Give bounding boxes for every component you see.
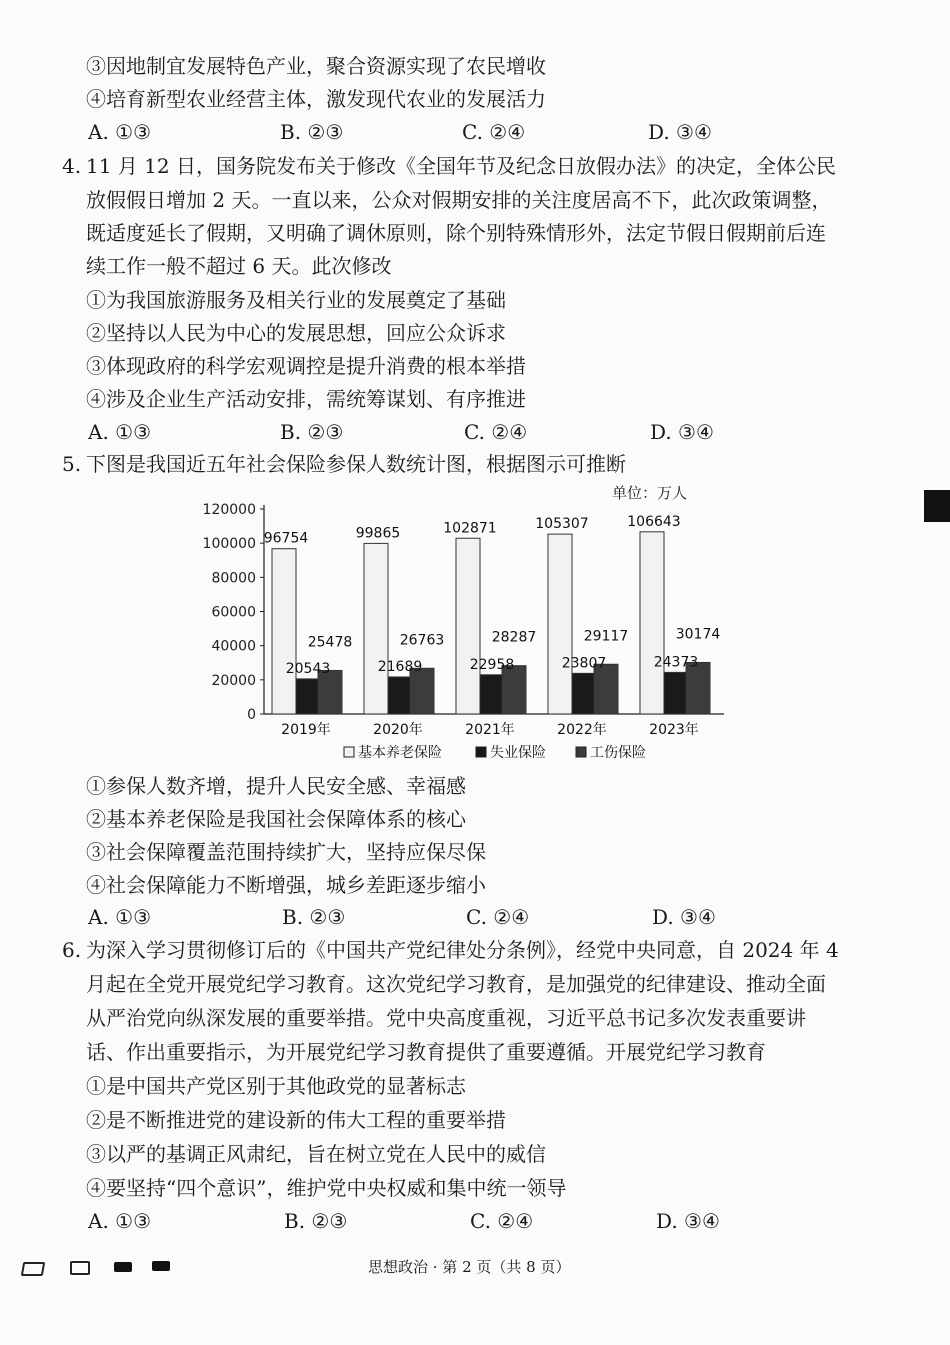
q6-stem-line-4: 话、作出重要指示，为开展党纪学习教育提供了重要遵循。开展党纪学习教育	[86, 1040, 766, 1064]
q4-statement-2: ②坚持以人民为中心的发展思想，回应公众诉求	[86, 321, 506, 345]
q5-number: 5.	[62, 452, 82, 476]
bar-1-4	[664, 672, 686, 714]
legend-swatch-0	[344, 747, 354, 757]
x-tick-label: 2021年	[465, 722, 515, 738]
scan-mark-outline-2	[70, 1261, 90, 1275]
y-tick-label: 40000	[211, 638, 256, 655]
q6-statement-1: ①是中国共产党区别于其他政党的显著标志	[86, 1074, 466, 1098]
legend-label-0: 基本养老保险	[358, 745, 442, 761]
q6-option-a: A. ①③	[88, 1209, 152, 1233]
q5-statement-3: ③社会保障覆盖范围持续扩大，坚持应保尽保	[86, 840, 486, 864]
q4-number: 4.	[62, 154, 82, 178]
q6-stem-line-3: 从严治党向纵深发展的重要举措。党中央高度重视，习近平总书记多次发表重要讲	[86, 1006, 806, 1030]
bar-0-1	[364, 543, 388, 714]
q5-statement-1: ①参保人数齐增，提升人民安全感、幸福感	[86, 774, 466, 798]
bar-1-3	[572, 673, 594, 714]
q6-number: 6.	[62, 938, 82, 962]
q4-stem-line-4: 续工作一般不超过 6 天。此次修改	[86, 254, 392, 278]
q4-statement-3: ③体现政府的科学宏观调控是提升消费的根本举措	[86, 354, 526, 378]
legend-swatch-2	[576, 747, 586, 757]
q5-option-d: D. ③④	[652, 905, 716, 929]
q3-option-a: A. ①③	[88, 120, 152, 144]
q3-option-c: C. ②④	[462, 120, 526, 144]
data-label-pension: 105307	[535, 516, 589, 533]
y-tick-label: 0	[247, 707, 256, 723]
q5-option-b: B. ②③	[282, 905, 346, 929]
bar-1-1	[388, 677, 410, 714]
data-label-pension: 96754	[263, 530, 309, 547]
legend-swatch-1	[476, 747, 486, 757]
data-label-injury: 25478	[307, 634, 353, 651]
x-tick-label: 2023年	[649, 722, 699, 738]
scan-mark-solid-2	[152, 1261, 170, 1271]
data-label-injury: 30174	[675, 626, 721, 643]
bar-1-0	[296, 679, 318, 714]
q5-option-a: A. ①③	[88, 905, 152, 929]
bar-0-0	[272, 549, 296, 714]
q3-statement-4: ④培育新型农业经营主体，激发现代农业的发展活力	[86, 87, 546, 111]
y-tick-label: 120000	[202, 502, 256, 518]
bar-2-1	[410, 668, 434, 714]
q3-option-d: D. ③④	[648, 120, 712, 144]
x-tick-label: 2022年	[557, 722, 607, 738]
bar-2-0	[318, 670, 342, 714]
data-label-pension: 102871	[443, 520, 497, 537]
data-label-unemployment: 24373	[653, 654, 699, 671]
q5-statement-2: ②基本养老保险是我国社会保障体系的核心	[86, 807, 466, 831]
bar-0-4	[640, 532, 664, 714]
bar-0-3	[548, 534, 572, 714]
q6-statement-4: ④要坚持“四个意识”，维护党中央权威和集中统一领导	[86, 1176, 567, 1200]
y-tick-label: 80000	[211, 570, 256, 587]
data-label-unemployment: 20543	[285, 660, 331, 677]
legend-label-1: 失业保险	[490, 745, 546, 761]
bar-2-2	[502, 666, 526, 714]
y-tick-label: 20000	[211, 672, 256, 689]
q4-option-a: A. ①③	[88, 420, 152, 444]
bar-chart	[190, 494, 730, 766]
legend	[344, 744, 646, 761]
q5-stem: 下图是我国近五年社会保险参保人数统计图，根据图示可推断	[86, 452, 626, 476]
q4-option-b: B. ②③	[280, 420, 344, 444]
x-tick-label: 2019年	[281, 722, 331, 738]
q6-statement-3: ③以严的基调正风肃纪，旨在树立党在人民中的威信	[86, 1142, 546, 1166]
x-axis-labels	[281, 721, 699, 738]
q4-option-c: C. ②④	[464, 420, 528, 444]
data-label-injury: 28287	[491, 629, 537, 646]
q4-option-d: D. ③④	[650, 420, 714, 444]
data-label-unemployment: 22958	[469, 656, 515, 673]
q3-option-b: B. ②③	[280, 120, 344, 144]
q3-statement-3: ③因地制宜发展特色产业，聚合资源实现了农民增收	[86, 54, 546, 78]
q4-statement-4: ④涉及企业生产活动安排，需统筹谋划、有序推进	[86, 387, 526, 411]
bar-0-2	[456, 538, 480, 714]
q6-option-d: D. ③④	[656, 1209, 720, 1233]
q4-stem-line-1: 11 月 12 日，国务院发布关于修改《全国年节及纪念日放假办法》的决定，全体公民	[86, 154, 836, 178]
data-label-pension: 106643	[627, 513, 681, 530]
data-label-unemployment: 23807	[561, 655, 607, 672]
q6-option-c: C. ②④	[470, 1209, 534, 1233]
data-label-pension: 99865	[355, 525, 401, 542]
bar-2-3	[594, 664, 618, 714]
q6-statement-2: ②是不断推进党的建设新的伟大工程的重要举措	[86, 1108, 506, 1132]
scan-mark-outline-1	[21, 1262, 45, 1276]
q5-option-c: C. ②④	[466, 905, 530, 929]
page-footer: 思想政治 · 第 2 页（共 8 页）	[368, 1258, 571, 1276]
q6-stem-line-2: 月起在全党开展党纪学习教育。这次党纪学习教育，是加强党的纪律建设、推动全面	[86, 972, 826, 996]
scan-edge-mark	[924, 490, 950, 522]
bar-1-2	[480, 675, 502, 714]
q6-option-b: B. ②③	[284, 1209, 348, 1233]
scan-mark-solid-1	[114, 1262, 132, 1272]
q6-stem-line-1: 为深入学习贯彻修订后的《中国共产党纪律处分条例》，经党中央同意，自 2024 年 4	[86, 938, 839, 962]
data-label-injury: 29117	[583, 628, 629, 645]
data-label-injury: 26763	[399, 632, 445, 649]
q5-statement-4: ④社会保障能力不断增强，城乡差距逐步缩小	[86, 873, 486, 897]
y-tick-label: 100000	[202, 536, 256, 553]
bars	[264, 514, 721, 714]
q4-statement-1: ①为我国旅游服务及相关行业的发展奠定了基础	[86, 288, 506, 312]
x-tick-label: 2020年	[373, 722, 423, 738]
q4-stem-line-3: 既适度延长了假期，又明确了调休原则，除个别特殊情形外，法定节假日假期前后连	[86, 221, 826, 245]
data-label-unemployment: 21689	[377, 658, 423, 675]
y-tick-label: 60000	[211, 604, 256, 621]
chart-unit: 单位：万人	[612, 484, 688, 502]
legend-label-2: 工伤保险	[590, 745, 646, 761]
q4-stem-line-2: 放假假日增加 2 天。一直以来，公众对假期安排的关注度居高不下，此次政策调整，	[86, 188, 832, 212]
